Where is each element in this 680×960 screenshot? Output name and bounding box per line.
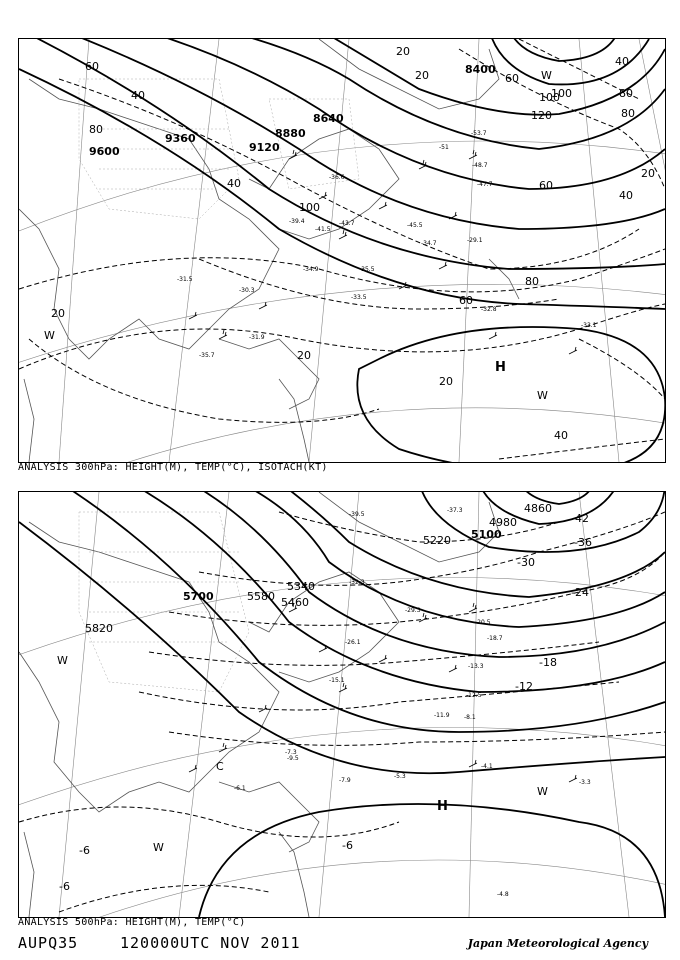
station-temp: -4.1 — [481, 763, 493, 770]
station-temp: -35.7 — [199, 352, 215, 359]
chart-id: AUPQ35 — [18, 934, 79, 952]
station-temp: -30.3 — [239, 287, 255, 294]
height-label: 5580 — [247, 590, 275, 603]
map-300hpa-canvas — [19, 39, 665, 462]
station-temp: -47.7 — [477, 181, 493, 188]
station-temp: -34.7 — [421, 240, 437, 247]
station-temp: -6.1 — [234, 785, 246, 792]
chart-time: 120000UTC NOV 2011 — [120, 934, 301, 952]
station-temp: -33.5 — [351, 294, 367, 301]
isotherm-label: -36 — [574, 536, 592, 549]
isotach-labels — [51, 45, 655, 442]
station-temp: -41.5 — [315, 226, 331, 233]
height-label: 9600 — [89, 145, 120, 158]
map-300hpa — [18, 38, 666, 463]
height-label: 9360 — [165, 132, 196, 145]
station-temp: -36.6 — [329, 174, 345, 181]
station-temp: -32.3 — [349, 579, 365, 586]
isotach-label: 80 — [89, 123, 103, 136]
station-temp: -32.8 — [481, 306, 497, 313]
station-temp: -34.9 — [303, 266, 319, 273]
warm-center: W — [537, 389, 548, 402]
height-contours — [19, 39, 665, 462]
isotach-label: 100 — [299, 201, 320, 214]
high-pressure-center: H — [495, 360, 506, 375]
cold-center: C — [216, 760, 224, 773]
isotach-label: 80 — [621, 107, 635, 120]
station-temp: -20.5 — [475, 619, 491, 626]
isotherm-label: -12 — [515, 680, 533, 693]
warm-center: W — [537, 785, 548, 798]
height-label: 9120 — [249, 141, 280, 154]
station-temp: -29.3 — [405, 607, 421, 614]
isotachs — [19, 39, 665, 459]
isotach-label: 60 — [459, 294, 473, 307]
station-temp: -15.1 — [329, 677, 345, 684]
coastlines — [19, 39, 519, 462]
isotach-label: 100 — [539, 91, 560, 104]
station-temp: -18.7 — [487, 635, 503, 642]
isotach-label: 80 — [525, 275, 539, 288]
station-temp: -43.7 — [339, 220, 355, 227]
station-temp: -3.3 — [579, 779, 591, 786]
isotach-label: 40 — [227, 177, 241, 190]
warm-center: W — [541, 69, 552, 82]
height-label: 8400 — [465, 63, 496, 76]
height-labels — [89, 63, 496, 158]
height-label: 4860 — [524, 502, 552, 515]
isotach-label: 40 — [554, 429, 568, 442]
isotach-label: 20 — [51, 307, 65, 320]
station-temp: -7.9 — [339, 777, 351, 784]
station-temp: -29.1 — [467, 237, 483, 244]
station-temp: -45.5 — [407, 222, 423, 229]
station-temp: -26.1 — [345, 639, 361, 646]
map-500hpa-canvas — [19, 492, 665, 917]
station-temp: -39.5 — [349, 511, 365, 518]
station-temp: -39.4 — [289, 218, 305, 225]
warm-center: W — [153, 841, 164, 854]
high-pressure-center: H — [437, 799, 448, 814]
station-temp: -35.5 — [359, 266, 375, 273]
isotach-label: 100 — [551, 87, 572, 100]
isotach-label: 20 — [297, 349, 311, 362]
height-label: 5220 — [423, 534, 451, 547]
isotach-label: 80 — [619, 87, 633, 100]
isotach-label: 60 — [539, 179, 553, 192]
station-temp: -33.1 — [581, 322, 597, 329]
caption-300hpa: ANALYSIS 300hPa: HEIGHT(M), TEMP(°C), ISOTACH(KT) — [18, 462, 328, 473]
height-label: 5100 — [471, 528, 502, 541]
isotherm-label: -6 — [59, 880, 70, 893]
isotherm-label: -6 — [79, 844, 90, 857]
isotherm-label: -42 — [571, 512, 589, 525]
station-temp: -37.3 — [447, 507, 463, 514]
height-label: 5700 — [183, 590, 214, 603]
isotherm-label: -18 — [539, 656, 557, 669]
station-temp: -8.1 — [464, 714, 476, 721]
graticule — [19, 492, 665, 917]
station-temp: -51 — [439, 144, 449, 151]
station-temp: -11.9 — [434, 712, 450, 719]
isotach-label: 20 — [439, 375, 453, 388]
caption-500hpa: ANALYSIS 500hPa: HEIGHT(M), TEMP(°C) — [18, 917, 246, 928]
height-label: 8640 — [313, 112, 344, 125]
graticule — [19, 39, 665, 462]
station-temp: -5.3 — [394, 773, 406, 780]
isotach-label: 60 — [85, 60, 99, 73]
height-label: 4980 — [489, 516, 517, 529]
height-label: 8880 — [275, 127, 306, 140]
map-500hpa — [18, 491, 666, 918]
height-label: 5820 — [85, 622, 113, 635]
isotach-label: 40 — [615, 55, 629, 68]
station-temp: -31.9 — [249, 334, 265, 341]
isotach-label: 20 — [641, 167, 655, 180]
station-temp: -48.7 — [472, 162, 488, 169]
isotherm-label: -30 — [517, 556, 535, 569]
height-label: 5340 — [287, 580, 315, 593]
isotherm-label: -24 — [571, 586, 589, 599]
height-label: 5460 — [281, 596, 309, 609]
isotach-label: 40 — [619, 189, 633, 202]
station-temp: -9.5 — [287, 755, 299, 762]
station-temp: -7.3 — [285, 749, 297, 756]
isotach-label: 60 — [505, 72, 519, 85]
isotach-label: 40 — [131, 89, 145, 102]
station-temp: -13.3 — [468, 663, 484, 670]
height-labels — [85, 502, 552, 635]
station-temp: -53.7 — [471, 130, 487, 137]
isotherm-label: -6 — [342, 839, 353, 852]
warm-center: W — [57, 654, 68, 667]
isotach-label: 20 — [415, 69, 429, 82]
isotach-label: 120 — [531, 109, 552, 122]
agency-name: Japan Meteorological Agency — [467, 937, 648, 950]
station-temp: -4.8 — [497, 891, 509, 898]
wind-barbs — [189, 150, 577, 354]
isotach-label: 20 — [396, 45, 410, 58]
coastlines — [19, 492, 499, 917]
station-temp: -31.5 — [177, 276, 193, 283]
station-temp: -12.5 — [466, 692, 482, 699]
warm-center: W — [44, 329, 55, 342]
height-contours — [19, 492, 665, 917]
